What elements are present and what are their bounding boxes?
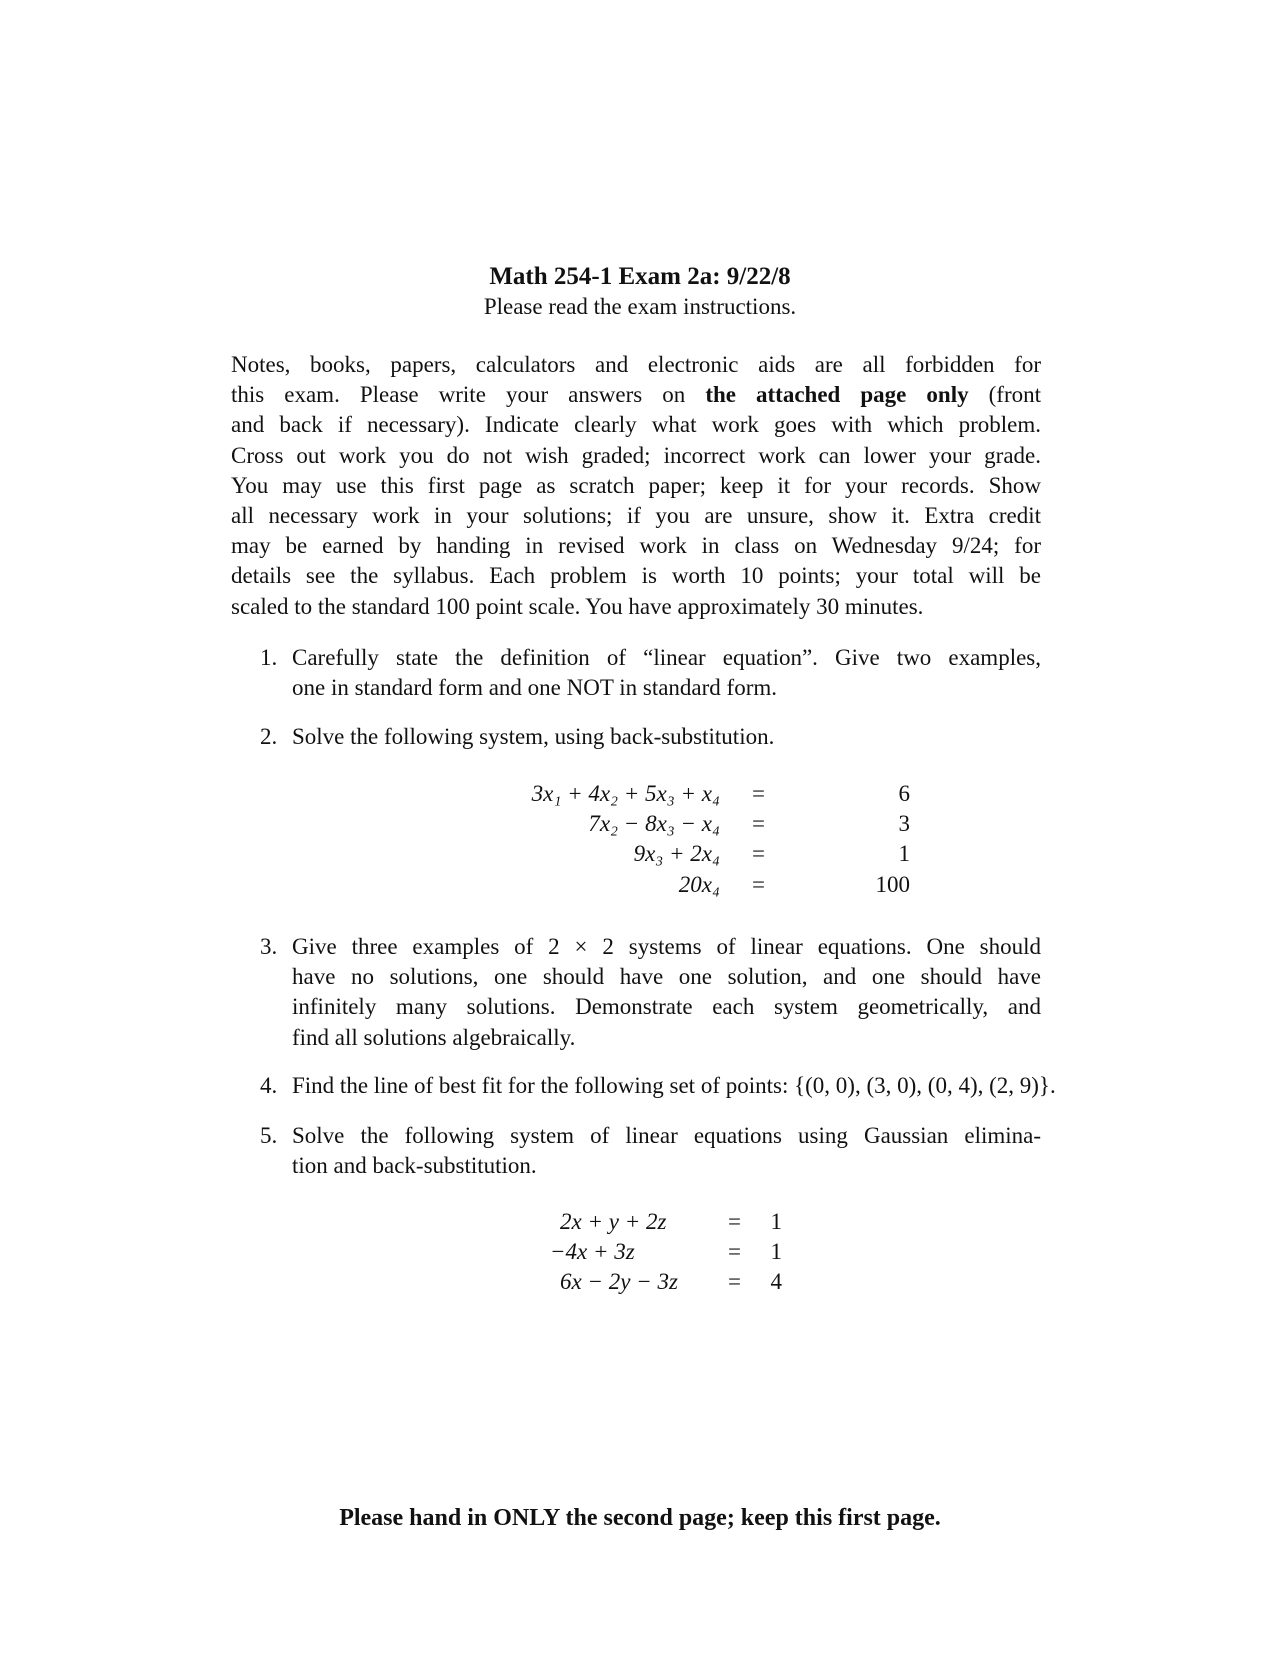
equation-lhs: 2x + y + 2z xyxy=(560,1209,667,1234)
equation-row xyxy=(550,1267,782,1297)
problem-line: infinitely many solutions. Demonstrate each system geometrically, and xyxy=(292,994,1041,1020)
problem-text xyxy=(292,1121,1041,1181)
exam-subtitle: Please read the exam instructions. xyxy=(483,294,797,319)
problem-line: Carefully state the definition of “linear equation”. Give two examples, xyxy=(292,645,1041,670)
problem-line: Solve the following system of linear equations using Gaussian elimina- xyxy=(292,1123,1041,1148)
exam-title: Math 254-1 Exam 2a: 9/22/8 xyxy=(489,263,791,290)
problem-number: 3. xyxy=(260,934,278,959)
problem-text xyxy=(292,1071,1192,1101)
equation-rhs: 100 xyxy=(875,871,910,897)
equation-lhs: 9x₃ + 2x₄ xyxy=(633,841,720,867)
problem-number: 2. xyxy=(260,724,278,749)
problem-number: 1. xyxy=(260,645,278,670)
equation-row xyxy=(550,1237,782,1267)
equation-lhs: 7x₂ − 8x₃ − x₄ xyxy=(588,811,720,837)
instructions-text: (front xyxy=(988,382,1042,408)
instructions-text: this exam. Please write your answers on xyxy=(231,382,686,408)
equation-lhs: 3x₁ + 4x₂ + 5x₃ + x₄ xyxy=(531,781,720,806)
problem-line: Find the line of best fit for the following set of points: {(0, 0), (3, 0), (0, 4), (2, 9)}. xyxy=(292,1073,1056,1098)
problem-text xyxy=(292,932,1041,1053)
problem-text xyxy=(292,722,1041,752)
equals-sign: = xyxy=(728,1239,741,1265)
equals-sign: = xyxy=(728,1269,741,1295)
problem-line: tion and back-substitution. xyxy=(292,1153,537,1179)
instructions-line: and back if necessary). Indicate clearly what work goes with which problem. xyxy=(231,412,1041,438)
problem-text xyxy=(292,643,1041,703)
equation-row xyxy=(490,809,910,839)
instructions-line: all necessary work in your solutions; if you are unsure, show it. Extra credit xyxy=(231,503,1041,529)
equals-sign: = xyxy=(752,811,765,837)
equation-rhs: 1 xyxy=(770,1239,782,1265)
equation-row xyxy=(490,839,910,869)
problem-line: one in standard form and one NOT in standard form. xyxy=(292,675,778,701)
instructions-line: Notes, books, papers, calculators and electronic aids are all forbidden for xyxy=(231,352,1041,377)
problem-line: Give three examples of 2 × 2 systems of linear equations. One should xyxy=(292,934,1041,959)
equation-rhs: 3 xyxy=(898,811,910,837)
problem-number: 4. xyxy=(260,1073,278,1098)
footer-notice: Please hand in ONLY the second page; keep this first page. xyxy=(339,1505,941,1531)
equals-sign: = xyxy=(752,781,765,806)
equals-sign: = xyxy=(752,841,765,867)
instructions-line: may be earned by handing in revised work in class on Wednesday 9/24; for xyxy=(231,533,1041,559)
problem-line: find all solutions algebraically. xyxy=(292,1024,576,1050)
instructions-paragraph xyxy=(231,350,1041,622)
instructions-line: details see the syllabus. Each problem is worth 10 points; your total will be xyxy=(231,563,1041,589)
equation-lhs: −4x + 3z xyxy=(550,1239,635,1265)
equation-system-2 xyxy=(550,1207,782,1298)
equation-rhs: 6 xyxy=(898,781,910,806)
equation-row xyxy=(490,870,910,900)
instructions-line: You may use this first page as scratch paper; keep it for your records. Show xyxy=(231,472,1041,498)
equation-lhs: 6x − 2y − 3z xyxy=(560,1269,678,1295)
problem-line: Solve the following system, using back-substitution. xyxy=(292,724,775,749)
equals-sign: = xyxy=(728,1209,741,1234)
instructions-line: scaled to the standard 100 point scale. You have approximately 30 minutes. xyxy=(231,593,924,619)
problem-number: 5. xyxy=(260,1123,278,1148)
equation-lhs: 20x₄ xyxy=(678,871,720,897)
equation-rhs: 1 xyxy=(898,841,910,867)
equation-system-1 xyxy=(490,779,910,900)
instructions-line: Cross out work you do not wish graded; incorrect work can lower your grade. xyxy=(231,442,1041,468)
equation-row xyxy=(550,1207,782,1237)
equals-sign: = xyxy=(752,871,765,897)
instructions-emphasis: the attached page only xyxy=(705,382,969,408)
equation-row xyxy=(490,779,910,809)
equation-rhs: 1 xyxy=(770,1209,782,1234)
instructions-line xyxy=(231,380,1041,410)
equation-rhs: 4 xyxy=(770,1269,782,1295)
problem-line: have no solutions, one should have one solution, and one should have xyxy=(292,964,1041,990)
